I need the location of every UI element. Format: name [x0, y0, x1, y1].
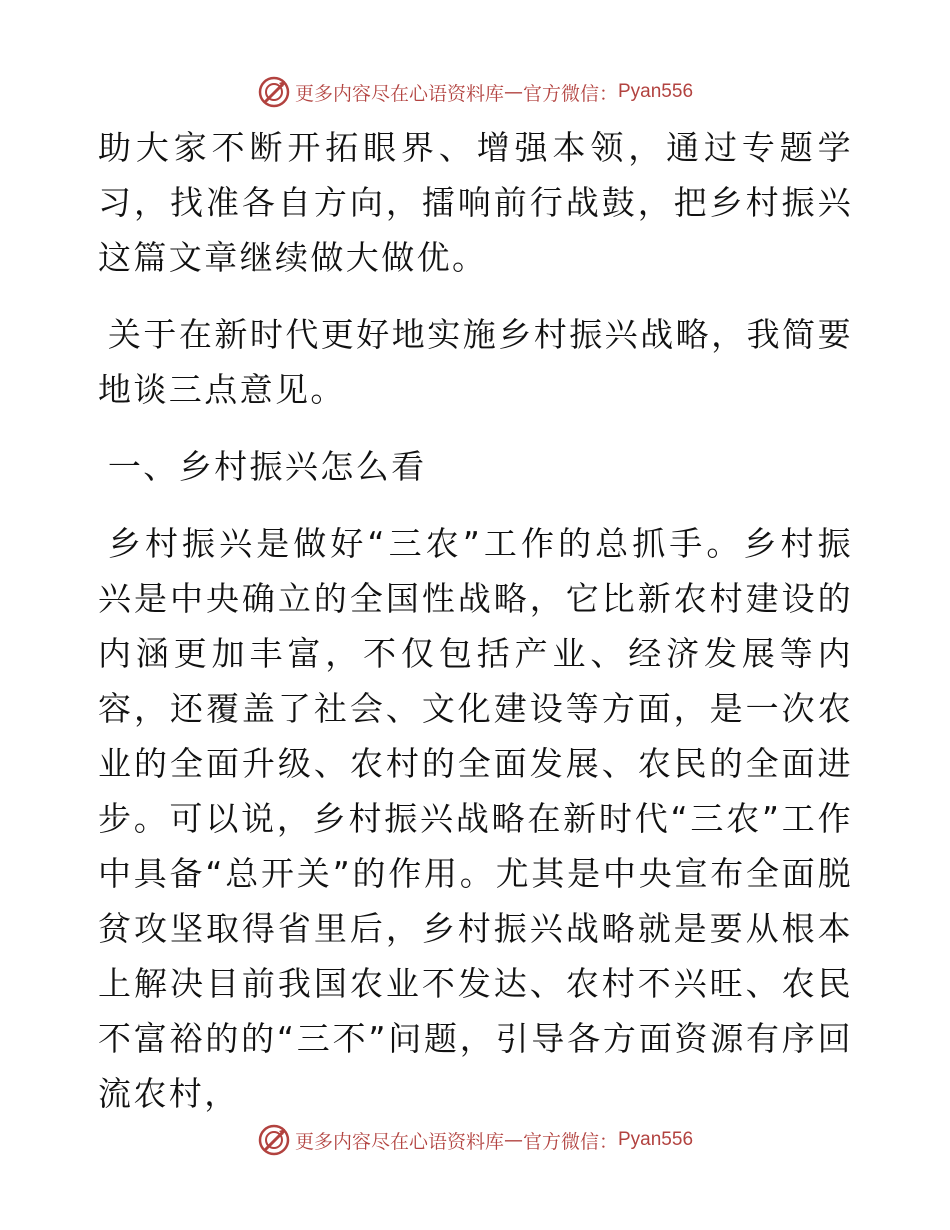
section-heading: 一、乡村振兴怎么看 — [107, 447, 427, 486]
watermark-logo-icon — [257, 1123, 291, 1157]
watermark-wechat-id: Pyan556 — [618, 81, 694, 102]
document-body — [98, 120, 853, 1143]
watermark-wechat-label: 官方微信： — [522, 82, 618, 105]
watermark-separator: — — [503, 81, 523, 103]
footer-watermark — [0, 1120, 950, 1160]
paragraph-body: 乡村振兴是做好“三农”工作的总抓手。乡村振兴是中央确立的全国性战略，它比新农村建设的内涵更加丰富，不仅包括产业、经济发展等内容，还覆盖了社会、文化建设等方面，是一次农业的全面升级、农村的全面发展、农民的全面进步。可以说，乡村振兴战略在新时代“三农”工作中具备“总开关”的作用。尤其是中央宣布全面脱贫攻坚取得省里后，乡村振兴战略就是要从根本上解决目前我国农业不发达、农村不兴旺、农民不富裕的的“三不”问题，引导各方面资源有序回流农村， — [98, 524, 853, 1113]
paragraph-intro: 关于在新时代更好地实施乡村振兴战略，我简要地谈三点意见。 — [98, 315, 853, 409]
watermark-wechat-label: 官方微信： — [522, 1130, 618, 1153]
watermark-site-text: 更多内容尽在心语资料库 — [294, 82, 504, 105]
watermark-site-text: 更多内容尽在心语资料库 — [294, 1130, 504, 1153]
watermark-separator: — — [503, 1129, 523, 1151]
watermark-wechat-id: Pyan556 — [618, 1129, 694, 1150]
header-watermark — [0, 72, 950, 112]
paragraph-continuation: 助大家不断开拓眼界、增强本领，通过专题学习，找准各自方向，擂响前行战鼓，把乡村振兴这篇文章继续做大做优。 — [98, 128, 853, 277]
watermark-logo-icon — [257, 75, 291, 109]
